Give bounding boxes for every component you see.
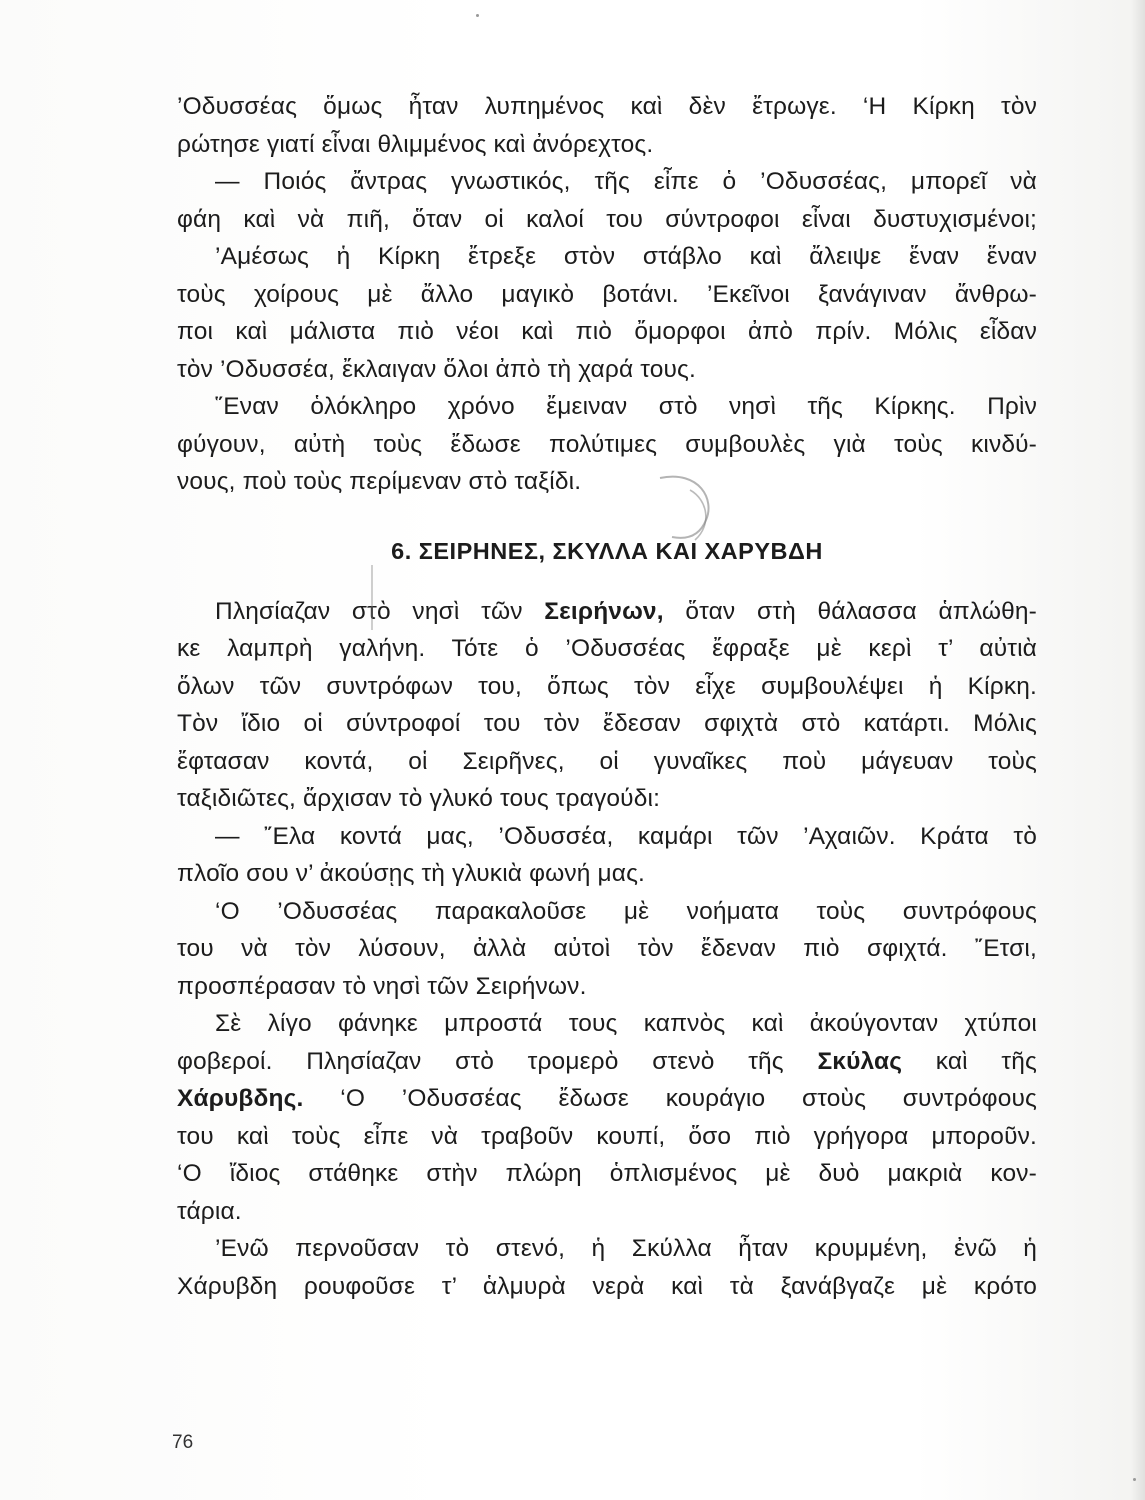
paragraph-2	[177, 163, 1037, 238]
text-line: φάη καὶ νὰ πιῆ, ὅταν οἱ καλοί του σύντροφοι εἶναι δυστυχισμένοι;	[177, 205, 1037, 233]
page-edge-shadow	[1131, 0, 1145, 1500]
paragraph-6	[177, 818, 1037, 893]
text-line: κε λαμπρὴ γαλήνη. Τότε ὁ ’Οδυσσέας ἔφραξε μὲ κερὶ τ’ αὐτιὰ	[177, 635, 1037, 662]
text-line: ἔφτασαν κοντά, οἱ Σειρῆνες, οἱ γυναῖκες ποὺ μάγευαν τοὺς	[177, 747, 1037, 775]
bold-term-charyvdis: Χάρυβδης.	[177, 1085, 304, 1112]
text-line: του καὶ τοὺς εἶπε νὰ τραβοῦν κουπί, ὅσο πιὸ γρήγορα μποροῦν.	[177, 1122, 1037, 1150]
text-line: προσπέρασαν τὸ νησὶ τῶν Σειρήνων.	[177, 972, 587, 1000]
text-span: φοβεροί. Πλησίαζαν στὸ τρομερὸ στενὸ τῆς	[177, 1047, 818, 1075]
text-span: καὶ τῆς	[902, 1047, 1037, 1075]
text-line: ‘Ο ’Οδυσσέας παρακαλοῦσε μὲ νοήματα τοὺς συντρόφους	[215, 897, 1037, 925]
text-line	[177, 1080, 1037, 1118]
text-line: ’Ενῶ περνοῦσαν τὸ στενό, ἡ Σκύλλα ἦταν κρυμμένη, ἐνῶ ἡ	[215, 1235, 1037, 1262]
paragraph-8	[177, 1005, 1037, 1230]
section-heading: 6. ΣΕΙΡΗΝΕΣ, ΣΚΥΛΛΑ ΚΑΙ ΧΑΡΥΒΔΗ	[391, 537, 823, 564]
text-line: ταξιδιῶτες, ἄρχισαν τὸ γλυκό τους τραγούδι:	[177, 785, 661, 812]
text-line: πλοῖο σου ν’ ἀκούσῃς τὴ γλυκιὰ φωνή μας.	[177, 860, 646, 887]
text-line: ῞Εναν ὁλόκληρο χρόνο ἔμειναν στὸ νησὶ τῆς Κίρκης. Πρὶν	[215, 393, 1037, 420]
paragraph-4	[177, 388, 1037, 501]
text-line: — Ποιός ἄντρας γνωστικός, τῆς εἶπε ὁ ’Οδυσσέας, μπορεῖ νὰ	[215, 168, 1037, 195]
text-line: Χάρυβδη ρουφοῦσε τ’ ἁλμυρὰ νερὰ καὶ τὰ ξανάβγαζε μὲ κρότο	[177, 1272, 1037, 1300]
text-line: τὸν ’Οδυσσέα, ἔκλαιγαν ὅλοι ἀπὸ τὴ χαρά τους.	[177, 355, 696, 383]
text-span: ‘Ο ’Οδυσσέας ἔδωσε κουράγιο στοὺς συντρόφους	[303, 1085, 1037, 1112]
paragraph-7	[177, 893, 1037, 1006]
text-line: ‘Ο ἴδιος στάθηκε στὴν πλώρη ὁπλισμένος μὲ δυὸ μακριὰ κον-	[177, 1160, 1037, 1187]
text-line: φύγουν, αὐτὴ τοὺς ἔδωσε πολύτιμες συμβουλὲς γιὰ τοὺς κινδύ-	[177, 430, 1037, 458]
text-line: Σὲ λίγο φάνηκε μπροστά τους καπνὸς καὶ ἀκούγονταν χτύποι	[215, 1010, 1037, 1037]
scan-speck	[476, 14, 479, 17]
text-line: ’Αμέσως ἡ Κίρκη ἔτρεξε στὸν στάβλο καὶ ἄλειψε ἕναν ἕναν	[215, 243, 1037, 270]
paragraph-5	[177, 593, 1037, 818]
text-line: ὅλων τῶν συντρόφων του, ὅπως τὸν εἶχε συμβουλέψει ἡ Κίρκη.	[177, 672, 1037, 700]
text-line: νους, ποὺ τοὺς περίμεναν στὸ ταξίδι.	[177, 468, 582, 495]
text-line: ρώτησε γιατί εἶναι θλιμμένος καὶ ἀνόρεχτος.	[177, 130, 654, 158]
text-span: Πλησίαζαν στὸ νησὶ τῶν	[215, 597, 545, 625]
text-span: ὅταν στὴ θάλασσα ἁπλώθη-	[663, 597, 1037, 625]
text-line: τάρια.	[177, 1197, 242, 1225]
scan-speck	[1133, 1478, 1136, 1481]
bold-term-seirines: Σειρήνων,	[544, 597, 664, 625]
text-line: ποι καὶ μάλιστα πιὸ νέοι καὶ πιὸ ὄμορφοι ἀπὸ πρίν. Μόλις εἶδαν	[177, 318, 1037, 345]
text-line	[177, 593, 1037, 631]
text-line: του νὰ τὸν λύσουν, ἀλλὰ αὐτοὶ τὸν ἔδεναν πιὸ σφιχτά. ῎Ετσι,	[177, 935, 1037, 962]
page-number: 76	[172, 1432, 194, 1453]
paragraph-9	[177, 1230, 1037, 1305]
text-line: τοὺς χοίρους μὲ ἄλλο μαγικὸ βοτάνι. ’Εκεῖνοι ξανάγιναν ἄνθρω-	[177, 280, 1037, 308]
text-line: — ῎Ελα κοντά μας, ’Οδυσσέα, καμάρι τῶν ’Αχαιῶν. Κράτα τὸ	[215, 822, 1037, 850]
text-line: ’Οδυσσέας ὅμως ἦταν λυπημένος καὶ δὲν ἔτρωγε. ‘Η Κίρκη τὸν	[177, 93, 1037, 120]
paragraph-1	[177, 88, 1037, 163]
text-line: Τὸν ἴδιο οἱ σύντροφοί του τὸν ἔδεσαν σφιχτὰ στὸ κατάρτι. Μόλις	[177, 710, 1037, 737]
bold-term-skylas: Σκύλας	[817, 1047, 903, 1075]
text-line	[177, 1043, 1037, 1081]
page-text	[177, 88, 1037, 1305]
paragraph-3	[177, 238, 1037, 388]
